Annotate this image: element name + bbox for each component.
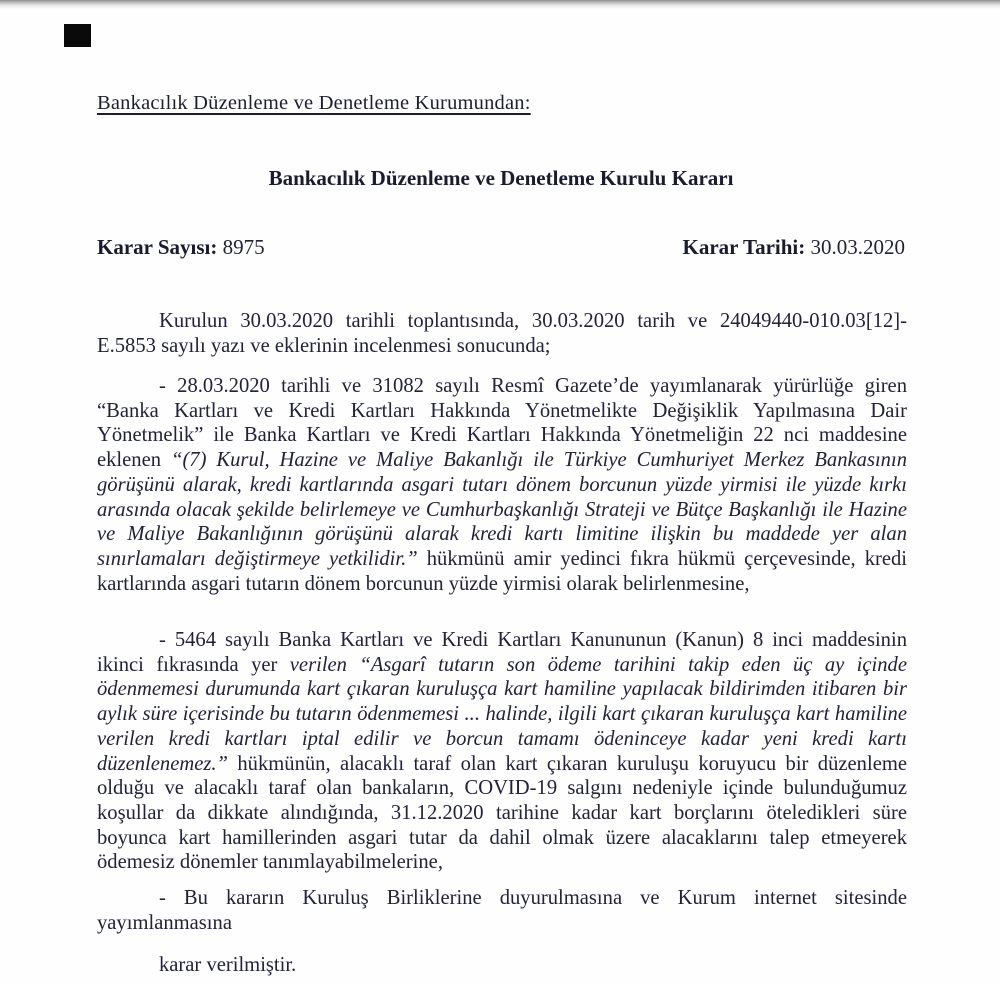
decision-date-label: Karar Tarihi: [682,235,806,259]
decision-date [683,235,905,260]
paragraph-law-5464: - 5464 sayılı Banka Kartları ve Kredi Kartları Kanununun (Kanun) 8 inci maddesinin ikinci fıkrasında yer verilen “Asgarî tutarın son ödeme tarihini takip eden üç ay içinde ödenmemesi durumunda kart çıkaran kuruluşça kart hamiline yapılacak bildirimden itibaren bir aylık süre içerisinde bu tutarın ödenmemesi ... halinde, ilgili kart çıkaran kuruluşça kart hamiline verilen kredi kartları iptal edilir ve borcun tamamı ödeninceye kadar yeni kredi kartı düzenlenemez.” hükmünün, alacaklı taraf olan kart çıkaran kuruluşu koruyucu bir düzenleme olduğu ve alacaklı taraf olan bankaların, COVID-19 salgını nedeniyle içinde bulunduğumuz koşullar da dikkate alındığında, 31.12.2020 tarihine kadar kart borçlarını öteledikleri süre boyunca kart hamillerinden asgari tutar da dahil olmak üzere alacaklarını talep etmeyerek ödemesiz dönemler tanımlayabilmelerine, [97,629,907,874]
paragraph-regulation-amendment: - 28.03.2020 tarihli ve 31082 sayılı Resmî Gazete’de yayımlanarak yürürlüğe giren “Banka Kartları ve Kredi Kartları Hakkında Yönetmelikte Değişiklik Yapılmasına Dair Yönetmelik” ile Banka Kartları ve Kredi Kartları Hakkında Yönetmeliğin 22 nci maddesine eklenen “(7) Kurul, Hazine ve Maliye Bakanlığı ile Türkiye Cumhuriyet Merkez Bankasının görüşünü alarak, kredi kartlarında asgari tutarı dönem borcunun yüzde yirmisi ile yüzde kırkı arasında olacak şekilde belirlemeye ve Cumhurbaşkanlığı Strateji ve Bütçe Başkanlığı ile Hazine ve Maliye Bakanlığının görüşünü alarak kredi kartı limitine ilişkin bu maddede yer alan sınırlamaları değiştirmeye yetkilidir.” hükmünü amir yedinci fıkra hükmü çerçevesinde, kredi kartlarında asgari tutarın dönem borcunun yüzde yirmisi olarak belirlenmesine, [97,375,908,595]
source-heading: Bankacılık Düzenleme ve Denetleme Kurumundan: [97,92,531,114]
scan-artifact-mark [64,24,91,47]
decision-meta-row [97,235,905,260]
closing-statement: karar verilmiştir. [159,954,297,976]
decision-date-value: 30.03.2020 [810,235,905,259]
paragraph-announcement: - Bu kararın Kuruluş Birliklerine duyurulmasına ve Kurum internet sitesinde yayımlanmasına [97,887,907,934]
paragraph-session-intro: Kurulun 30.03.2020 tarihli toplantısında, 30.03.2020 tarih ve 24049440-010.03[12]-E.5853 sayılı yazı ve eklerinin incelenmesi sonucunda; [97,310,907,357]
decision-title: Bankacılık Düzenleme ve Denetleme Kurulu Kararı [268,166,734,190]
scan-top-edge [0,0,1000,9]
decision-number [97,235,265,260]
decision-number-label: Karar Sayısı: [97,235,218,259]
decision-number-value: 8975 [222,235,265,259]
